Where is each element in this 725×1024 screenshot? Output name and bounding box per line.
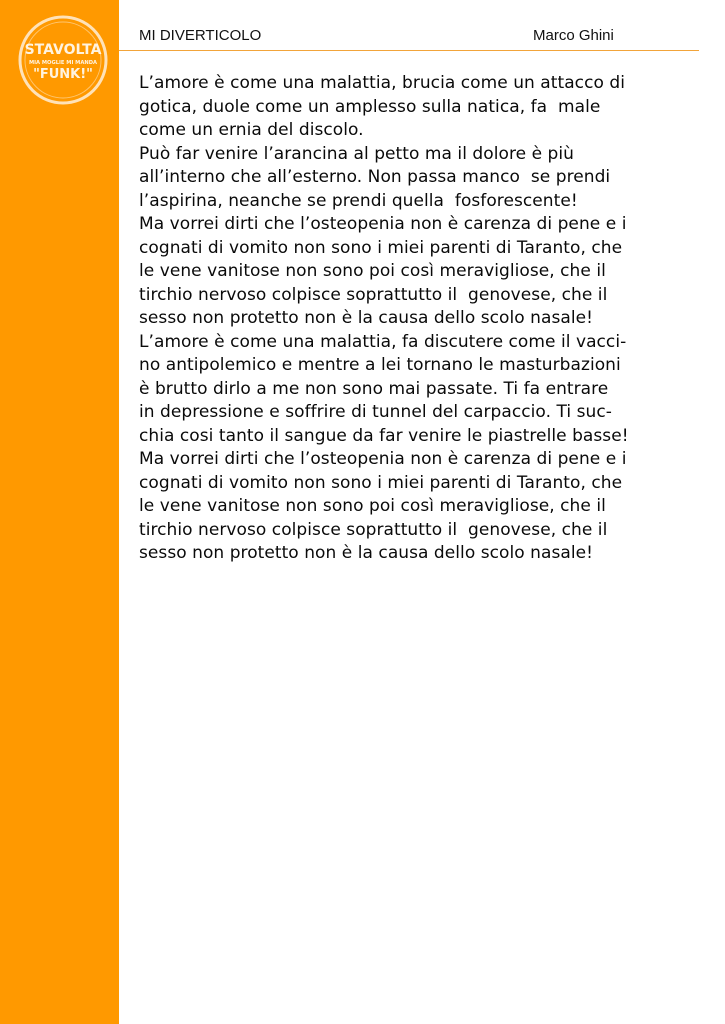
song-title: MI DIVERTICOLO (139, 27, 262, 44)
lyrics-line: chia cosi tanto il sangue da far venire le piastrelle basse! (139, 425, 629, 446)
lyrics-line: Ma vorrei dirti che l’osteopenia non è carenza di pene e i (139, 449, 627, 469)
lyrics-line: le vene vanitose non sono poi così meravigliose, che il (139, 496, 606, 516)
lyrics-line: sesso non protetto non è la causa dello scolo nasale! (139, 543, 593, 563)
lyrics-line: all’interno che all’esterno. Non passa manco se prendi (139, 167, 611, 187)
lyrics-line: sesso non protetto non è la causa dello scolo nasale! (139, 308, 593, 328)
page-header (119, 0, 699, 51)
lyrics-line: no antipolemico e mentre a lei tornano le masturbazioni (139, 355, 621, 375)
logo-line-3: "FUNK!" (33, 67, 93, 82)
lyrics-body (139, 72, 714, 566)
logo-line-2: MIA MOGLIE MI MANDA (28, 60, 98, 66)
lyrics-line: L’amore è come una malattia, brucia come un attacco di (139, 73, 625, 93)
lyrics-line: le vene vanitose non sono poi così meravigliose, che il (139, 261, 606, 281)
logo-graphic (17, 14, 109, 106)
lyrics-line: tirchio nervoso colpisce soprattutto il genovese, che il (139, 284, 608, 305)
side-band (0, 0, 119, 1024)
lyrics-line: cognati di vomito non sono i miei parenti di Taranto, che (139, 472, 623, 493)
stavolta-logo (17, 14, 109, 106)
lyrics-line: L’amore è come una malattia, fa discutere come il vacci- (139, 331, 627, 352)
lyrics-line: cognati di vomito non sono i miei parenti di Taranto, che (139, 237, 623, 258)
lyrics-line: Ma vorrei dirti che l’osteopenia non è carenza di pene e i (139, 214, 627, 234)
lyrics-line: in depressione e soffrire di tunnel del carpaccio. Ti suc- (139, 402, 612, 422)
lyrics-line: Può far venire l’arancina al petto ma il dolore è più (139, 143, 574, 164)
author-name: Marco Ghini (533, 27, 614, 44)
lyrics-line: gotica, duole come un amplesso sulla natica, fa male (139, 96, 601, 117)
lyrics-line: l’aspirina, neanche se prendi quella fosforescente! (139, 190, 578, 211)
lyrics-line: tirchio nervoso colpisce soprattutto il genovese, che il (139, 519, 608, 540)
lyrics-line: come un ernia del discolo. (139, 120, 364, 140)
lyrics-line: è brutto dirlo a me non sono mai passate. Ti fa entrare (139, 378, 609, 399)
logo-line-1: STAVOLTA (24, 42, 102, 58)
